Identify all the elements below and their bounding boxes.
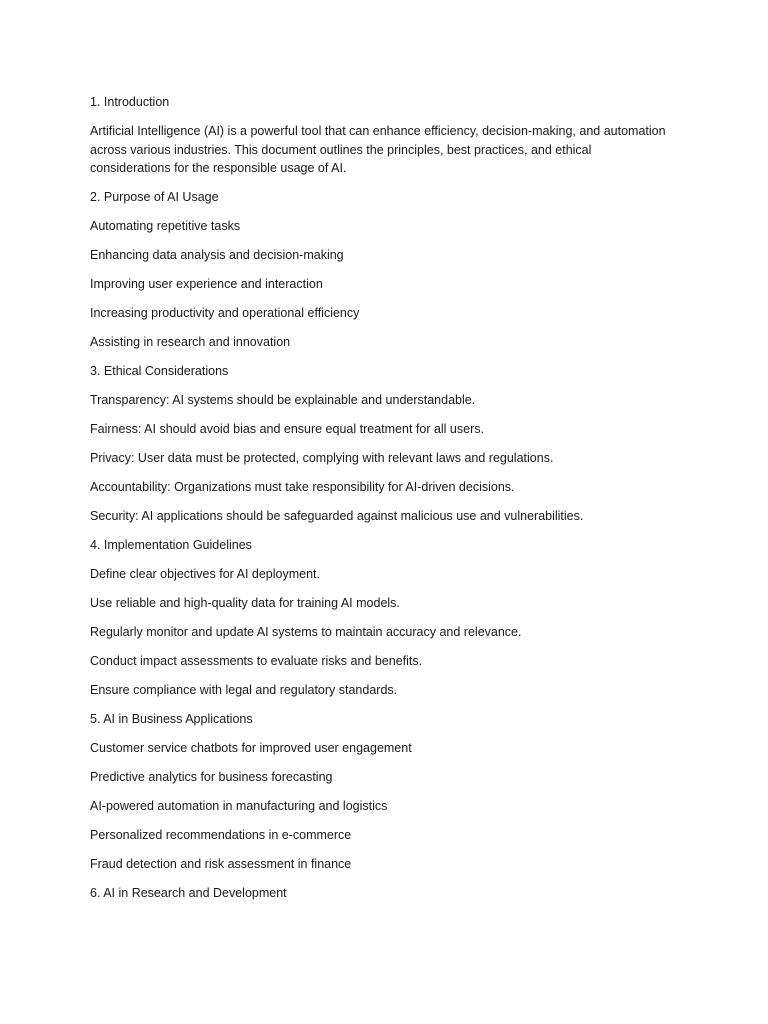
guideline-item: Regularly monitor and update AI systems to maintain accuracy and relevance. bbox=[90, 625, 522, 639]
business-item: Predictive analytics for business forecasting bbox=[90, 770, 333, 784]
section-heading-introduction: 1. Introduction bbox=[90, 95, 170, 109]
business-item: AI-powered automation in manufacturing and logistics bbox=[90, 799, 388, 813]
ethics-item: Privacy: User data must be protected, complying with relevant laws and regulations. bbox=[90, 451, 554, 465]
guideline-item: Use reliable and high-quality data for training AI models. bbox=[90, 596, 400, 610]
section-heading-research-development: 6. AI in Research and Development bbox=[90, 886, 287, 900]
guideline-item: Ensure compliance with legal and regulatory standards. bbox=[90, 683, 398, 697]
paragraph-line: Artificial Intelligence (AI) is a powerful tool that can enhance efficiency, decision-making, and automation bbox=[90, 124, 666, 138]
purpose-item: Assisting in research and innovation bbox=[90, 335, 291, 349]
business-item: Personalized recommendations in e-commerce bbox=[90, 828, 352, 842]
paragraph-line: across various industries. This document outlines the principles, best practices, and ethical bbox=[90, 142, 592, 157]
ethics-item: Security: AI applications should be safeguarded against malicious use and vulnerabilities. bbox=[90, 509, 584, 523]
business-item: Customer service chatbots for improved user engagement bbox=[90, 741, 412, 755]
section-heading-purpose: 2. Purpose of AI Usage bbox=[90, 190, 219, 204]
guideline-item: Conduct impact assessments to evaluate risks and benefits. bbox=[90, 654, 423, 668]
guideline-item: Define clear objectives for AI deployment. bbox=[90, 567, 320, 581]
section-heading-ethical-considerations: 3. Ethical Considerations bbox=[90, 364, 229, 378]
purpose-item: Enhancing data analysis and decision-making bbox=[90, 248, 344, 262]
section-heading-implementation-guidelines: 4. Implementation Guidelines bbox=[90, 538, 252, 552]
ethics-item: Transparency: AI systems should be explainable and understandable. bbox=[90, 393, 476, 407]
purpose-item: Increasing productivity and operational efficiency bbox=[90, 306, 360, 320]
document-body bbox=[90, 93, 690, 913]
purpose-item: Automating repetitive tasks bbox=[90, 219, 241, 233]
ethics-item: Accountability: Organizations must take responsibility for AI-driven decisions. bbox=[90, 480, 515, 494]
introduction-paragraph bbox=[90, 122, 690, 178]
business-item: Fraud detection and risk assessment in finance bbox=[90, 857, 352, 871]
section-heading-business-applications: 5. AI in Business Applications bbox=[90, 712, 253, 726]
paragraph-line: considerations for the responsible usage of AI. bbox=[90, 161, 347, 175]
ethics-item: Fairness: AI should avoid bias and ensure equal treatment for all users. bbox=[90, 422, 484, 436]
purpose-item: Improving user experience and interaction bbox=[90, 277, 323, 291]
